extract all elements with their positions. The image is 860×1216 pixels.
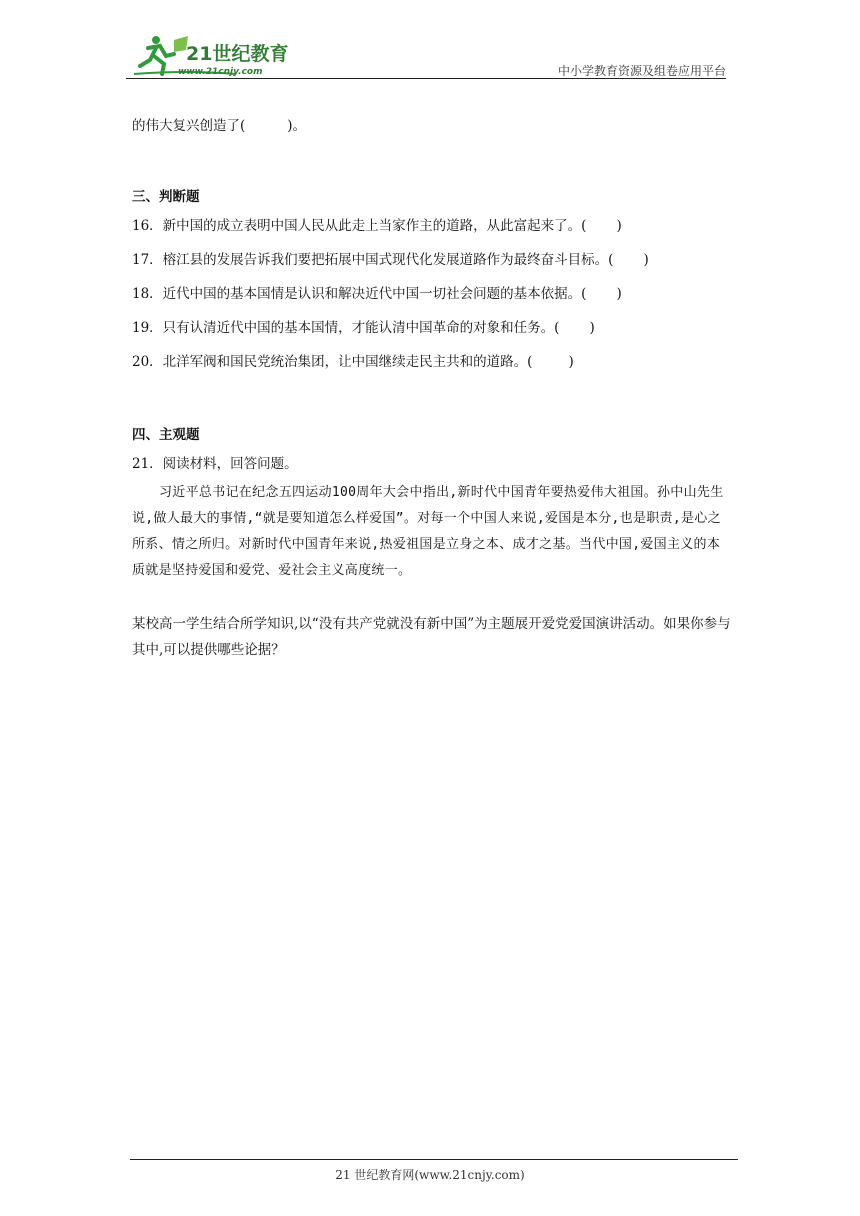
site-logo	[126, 30, 296, 80]
question-17: 17．榕江县的发展告诉我们要把拓展中国式现代化发展道路作为最终奋斗目标。( )	[132, 252, 649, 268]
footer-text: 21 世纪教育网(www.21cnjy.com)	[335, 1168, 525, 1182]
footer-divider	[130, 1159, 738, 1160]
svg-text:21世纪教育: 21世纪教育	[186, 43, 289, 65]
header-platform-text: 中小学教育资源及组卷应用平台	[557, 64, 726, 78]
page-header	[126, 30, 726, 80]
header-divider	[126, 78, 726, 79]
question-16: 16．新中国的成立表明中国人民从此走上当家作主的道路，从此富起来了。( )	[132, 218, 622, 234]
question-21: 21．阅读材料，回答问题。	[132, 456, 298, 472]
question-18: 18．近代中国的基本国情是认识和解决近代中国一切社会问题的基本依据。( )	[132, 286, 622, 302]
continued-text-line: 的伟大复兴创造了( )。	[132, 118, 307, 134]
section-three-title: 三、判断题	[132, 189, 200, 205]
section-four-title: 四、主观题	[132, 427, 200, 443]
question-21-prompt: 某校高一学生结合所学知识,以“没有共产党就没有新中国”为主题展开爱党爱国演讲活动。如果你参与其中,可以提供哪些论据？	[132, 616, 731, 658]
svg-text:www.21cnjy.com: www.21cnjy.com	[178, 67, 263, 77]
reading-material: 习近平总书记在纪念五四运动100周年大会中指出,新时代中国青年要热爱伟大祖国。孙中山先生说,做人最大的事情,“就是要知道怎么样爱国”。对每一个中国人来说,爱国是本分,也是职责,是心之所系、情之所归。对新时代中国青年来说,热爱祖国是立身之本、成才之基。当代中国,爱国主义的本质就是坚持爱国和爱党、爱社会主义高度统一。	[132, 485, 724, 578]
question-20: 20．北洋军阀和国民党统治集团，让中国继续走民主共和的道路。( )	[132, 354, 574, 370]
question-19: 19．只有认清近代中国的基本国情，才能认清中国革命的对象和任务。( )	[132, 320, 595, 336]
logo-runner-icon	[126, 30, 296, 80]
